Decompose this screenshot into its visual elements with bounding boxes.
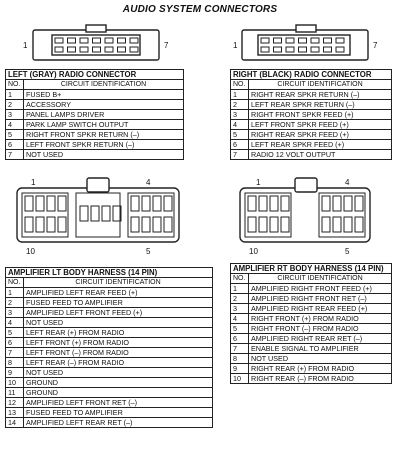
- table-row: [6, 408, 213, 418]
- amp-lt-connector-drawing: [17, 178, 179, 242]
- table-row: [6, 140, 184, 150]
- circuit-identification: PANEL LAMPS DRIVER: [24, 110, 184, 120]
- circuit-identification: GROUND: [24, 378, 213, 388]
- table-row: [231, 344, 392, 354]
- pin-slot: [118, 47, 126, 52]
- terminal-cavity: [344, 196, 352, 211]
- pin-slot: [55, 38, 63, 43]
- terminal-cavity: [270, 196, 278, 211]
- left-radio-connector-drawing: [33, 25, 159, 60]
- circuit-identification: AMPLIFIED RIGHT REAR RET (–): [249, 334, 392, 344]
- terminal-cavity: [322, 217, 330, 232]
- col-header-circuit: CIRCUIT IDENTIFICATION: [249, 274, 392, 284]
- pin-number: 10: [6, 378, 24, 388]
- col-header-no: NO.: [6, 278, 24, 288]
- circuit-identification: RIGHT REAR (–) FROM RADIO: [249, 374, 392, 384]
- circuit-identification: LEFT REAR SPKR FEED (+): [249, 140, 392, 150]
- terminal-cavity: [259, 196, 267, 211]
- pin-number: 9: [231, 364, 249, 374]
- right-radio-connector-table: [230, 69, 392, 160]
- col-header-no: NO.: [231, 80, 249, 90]
- table-row: [231, 100, 392, 110]
- terminal-cavity: [58, 217, 66, 232]
- circuit-identification: RIGHT FRONT SPKR FEED (+): [249, 110, 392, 120]
- pin-label-bottom-right: 5: [146, 247, 151, 256]
- pin-slot: [80, 47, 88, 52]
- pin-number: 12: [6, 398, 24, 408]
- pin-label-top-right: 4: [146, 178, 151, 187]
- pin-slot: [105, 47, 113, 52]
- pin-slot: [130, 38, 138, 43]
- pin-number: 3: [6, 308, 24, 318]
- table-row: [231, 150, 392, 160]
- terminal-cavity: [47, 217, 55, 232]
- pin-number: 2: [231, 294, 249, 304]
- circuit-identification: AMPLIFIED LEFT REAR FEED (+): [24, 288, 213, 298]
- table-row: [6, 288, 213, 298]
- pin-slot: [274, 38, 282, 43]
- pin-number: 3: [231, 110, 249, 120]
- table-heading: RIGHT (BLACK) RADIO CONNECTOR: [231, 70, 392, 80]
- pin-number: 3: [6, 110, 24, 120]
- terminal-cavity: [142, 217, 150, 232]
- pin-number: 10: [231, 374, 249, 384]
- pin-number: 4: [6, 120, 24, 130]
- terminal-cavity: [248, 196, 256, 211]
- terminal-cavity: [355, 217, 363, 232]
- circuit-identification: GROUND: [24, 388, 213, 398]
- circuit-identification: FUSED FEED TO AMPLIFIER: [24, 408, 213, 418]
- table-row: [231, 284, 392, 294]
- pin-number: 5: [231, 130, 249, 140]
- terminal-cavity: [131, 196, 139, 211]
- circuit-identification: LEFT REAR SPKR RETURN (–): [249, 100, 392, 110]
- col-header-circuit: CIRCUIT IDENTIFICATION: [24, 278, 213, 288]
- circuit-identification: RADIO 12 VOLT OUTPUT: [249, 150, 392, 160]
- terminal-cavity: [164, 196, 172, 211]
- terminal-cavity: [281, 217, 289, 232]
- pin-number: 6: [231, 140, 249, 150]
- circuit-identification: ENABLE SIGNAL TO AMPLIFIER: [249, 344, 392, 354]
- circuit-identification: NOT USED: [24, 318, 213, 328]
- table-row: [231, 130, 392, 140]
- terminal-cavity: [259, 217, 267, 232]
- cavity-group: [22, 193, 68, 237]
- table-row: [231, 110, 392, 120]
- cavity-group: [319, 193, 365, 237]
- pin-number: 3: [231, 304, 249, 314]
- circuit-identification: NOT USED: [24, 368, 213, 378]
- table-row: [231, 120, 392, 130]
- pin-number: 1: [6, 288, 24, 298]
- table-row: [6, 418, 213, 428]
- pin-label-last: 7: [164, 41, 169, 50]
- terminal-cavity: [164, 217, 172, 232]
- pin-number: 14: [6, 418, 24, 428]
- table-row: [6, 298, 213, 308]
- terminal-cavity: [91, 206, 99, 221]
- pin-number: 7: [231, 344, 249, 354]
- terminal-cavity: [281, 196, 289, 211]
- col-header-circuit: CIRCUIT IDENTIFICATION: [24, 80, 184, 90]
- pin-number: 11: [6, 388, 24, 398]
- pin-label-last: 7: [373, 41, 378, 50]
- pin-slot: [261, 47, 269, 52]
- circuit-identification: RIGHT FRONT (–) FROM RADIO: [249, 324, 392, 334]
- circuit-identification: LEFT REAR (–) FROM RADIO: [24, 358, 213, 368]
- table-row: [6, 120, 184, 130]
- pin-number: 6: [6, 140, 24, 150]
- left-radio-connector-table: [5, 69, 184, 160]
- table-row: [6, 318, 213, 328]
- terminal-cavity: [36, 217, 44, 232]
- table-row: [231, 294, 392, 304]
- pin-slot: [311, 38, 319, 43]
- pin-slot: [311, 47, 319, 52]
- pin-number: 7: [231, 150, 249, 160]
- pin-slot: [118, 38, 126, 43]
- circuit-identification: NOT USED: [249, 354, 392, 364]
- pin-number: 2: [6, 100, 24, 110]
- table-heading: AMPLIFIER RT BODY HARNESS (14 PIN): [231, 264, 392, 274]
- pin-slot: [324, 38, 332, 43]
- amp-rt-harness-table: [230, 263, 392, 384]
- terminal-cavity: [270, 217, 278, 232]
- table-row: [231, 314, 392, 324]
- pin-slot: [68, 38, 76, 43]
- pin-number: 7: [6, 348, 24, 358]
- col-header-no: NO.: [6, 80, 24, 90]
- pin-number: 1: [6, 90, 24, 100]
- circuit-identification: ACCESSORY: [24, 100, 184, 110]
- pin-number: 6: [231, 334, 249, 344]
- table-row: [6, 358, 213, 368]
- circuit-identification: NOT USED: [24, 150, 184, 160]
- terminal-cavity: [25, 196, 33, 211]
- table-row: [6, 90, 184, 100]
- terminal-cavity: [153, 196, 161, 211]
- pin-slot: [80, 38, 88, 43]
- pin-slot: [130, 47, 138, 52]
- table-heading: AMPLIFIER LT BODY HARNESS (14 PIN): [6, 268, 213, 278]
- circuit-identification: AMPLIFIED RIGHT FRONT FEED (+): [249, 284, 392, 294]
- pin-number: 1: [231, 284, 249, 294]
- amp-lt-harness-table: [5, 267, 213, 428]
- circuit-identification: RIGHT FRONT SPKR RETURN (–): [24, 130, 184, 140]
- table-row: [6, 150, 184, 160]
- circuit-identification: FUSED FEED TO AMPLIFIER: [24, 298, 213, 308]
- circuit-identification: LEFT FRONT SPKR FEED (+): [249, 120, 392, 130]
- terminal-cavity: [131, 217, 139, 232]
- table-row: [231, 354, 392, 364]
- circuit-identification: LEFT FRONT SPKR RETURN (–): [24, 140, 184, 150]
- circuit-identification: RIGHT REAR SPKR FEED (+): [249, 130, 392, 140]
- terminal-cavity: [344, 217, 352, 232]
- terminal-cavity: [36, 196, 44, 211]
- pin-slot: [299, 47, 307, 52]
- pin-slot: [274, 47, 282, 52]
- pin-slot: [299, 38, 307, 43]
- table-row: [231, 324, 392, 334]
- circuit-identification: LEFT FRONT (+) FROM RADIO: [24, 338, 213, 348]
- terminal-cavity: [355, 196, 363, 211]
- table-row: [6, 130, 184, 140]
- page-title: AUDIO SYSTEM CONNECTORS: [122, 4, 278, 15]
- terminal-cavity: [333, 217, 341, 232]
- circuit-identification: LEFT FRONT (–) FROM RADIO: [24, 348, 213, 358]
- pin-label-bottom-right: 5: [345, 247, 350, 256]
- pin-label-top-left: 1: [256, 178, 261, 187]
- pin-slot: [93, 47, 101, 52]
- circuit-identification: AMPLIFIED LEFT FRONT RET (–): [24, 398, 213, 408]
- terminal-cavity: [80, 206, 88, 221]
- pin-label-top-left: 1: [31, 178, 36, 187]
- circuit-identification: RIGHT REAR SPKR RETURN (–): [249, 90, 392, 100]
- circuit-identification: AMPLIFIED RIGHT REAR FEED (+): [249, 304, 392, 314]
- col-header-circuit: CIRCUIT IDENTIFICATION: [249, 80, 392, 90]
- circuit-identification: PARK LAMP SWITCH OUTPUT: [24, 120, 184, 130]
- terminal-cavity: [153, 217, 161, 232]
- cavity-group: [245, 193, 291, 237]
- pin-slot: [93, 38, 101, 43]
- table-row: [6, 378, 213, 388]
- col-header-no: NO.: [231, 274, 249, 284]
- table-row: [6, 338, 213, 348]
- table-row: [6, 100, 184, 110]
- terminal-cavity: [25, 217, 33, 232]
- terminal-cavity: [248, 217, 256, 232]
- pin-slot: [286, 38, 294, 43]
- table-row: [231, 304, 392, 314]
- circuit-identification: LEFT REAR (+) FROM RADIO: [24, 328, 213, 338]
- pin-label-bottom-left: 10: [26, 247, 35, 256]
- table-row: [231, 90, 392, 100]
- terminal-cavity: [58, 196, 66, 211]
- cavity-group: [128, 193, 174, 237]
- terminal-cavity: [322, 196, 330, 211]
- table-row: [6, 398, 213, 408]
- pin-number: 4: [6, 318, 24, 328]
- pin-slot: [336, 47, 344, 52]
- pin-slot: [55, 47, 63, 52]
- pin-number: 5: [231, 324, 249, 334]
- pin-number: 8: [6, 358, 24, 368]
- pin-slot: [324, 47, 332, 52]
- terminal-cavity: [47, 196, 55, 211]
- pin-slot: [261, 38, 269, 43]
- pin-slot: [286, 47, 294, 52]
- table-row: [6, 308, 213, 318]
- pin-number: 2: [6, 298, 24, 308]
- pin-slot: [336, 38, 344, 43]
- table-row: [231, 374, 392, 384]
- pin-label-bottom-left: 10: [249, 247, 258, 256]
- pin-label-first: 1: [233, 41, 238, 50]
- table-row: [231, 364, 392, 374]
- pin-number: 7: [6, 150, 24, 160]
- pin-number: 2: [231, 100, 249, 110]
- pin-number: 1: [231, 90, 249, 100]
- amp-rt-connector-drawing: [240, 178, 370, 242]
- pin-number: 8: [231, 354, 249, 364]
- table-row: [6, 110, 184, 120]
- terminal-cavity: [333, 196, 341, 211]
- pin-number: 4: [231, 314, 249, 324]
- table-row: [6, 328, 213, 338]
- pin-label-top-right: 4: [345, 178, 350, 187]
- table-row: [6, 348, 213, 358]
- pin-slot: [105, 38, 113, 43]
- pin-number: 4: [231, 120, 249, 130]
- pin-number: 9: [6, 368, 24, 378]
- table-row: [231, 334, 392, 344]
- pin-number: 13: [6, 408, 24, 418]
- terminal-cavity: [102, 206, 110, 221]
- pin-number: 6: [6, 338, 24, 348]
- pin-slot: [68, 47, 76, 52]
- table-row: [6, 388, 213, 398]
- circuit-identification: FUSED B+: [24, 90, 184, 100]
- pin-number: 5: [6, 328, 24, 338]
- circuit-identification: RIGHT REAR (+) FROM RADIO: [249, 364, 392, 374]
- table-row: [231, 140, 392, 150]
- pin-number: 5: [6, 130, 24, 140]
- table-row: [6, 368, 213, 378]
- circuit-identification: AMPLIFIED RIGHT FRONT RET (–): [249, 294, 392, 304]
- circuit-identification: AMPLIFIED LEFT REAR RET (–): [24, 418, 213, 428]
- circuit-identification: RIGHT FRONT (+) FROM RADIO: [249, 314, 392, 324]
- table-heading: LEFT (GRAY) RADIO CONNECTOR: [6, 70, 184, 80]
- pin-label-first: 1: [23, 41, 28, 50]
- terminal-cavity: [142, 196, 150, 211]
- circuit-identification: AMPLIFIED LEFT FRONT FEED (+): [24, 308, 213, 318]
- right-radio-connector-drawing: [242, 25, 368, 60]
